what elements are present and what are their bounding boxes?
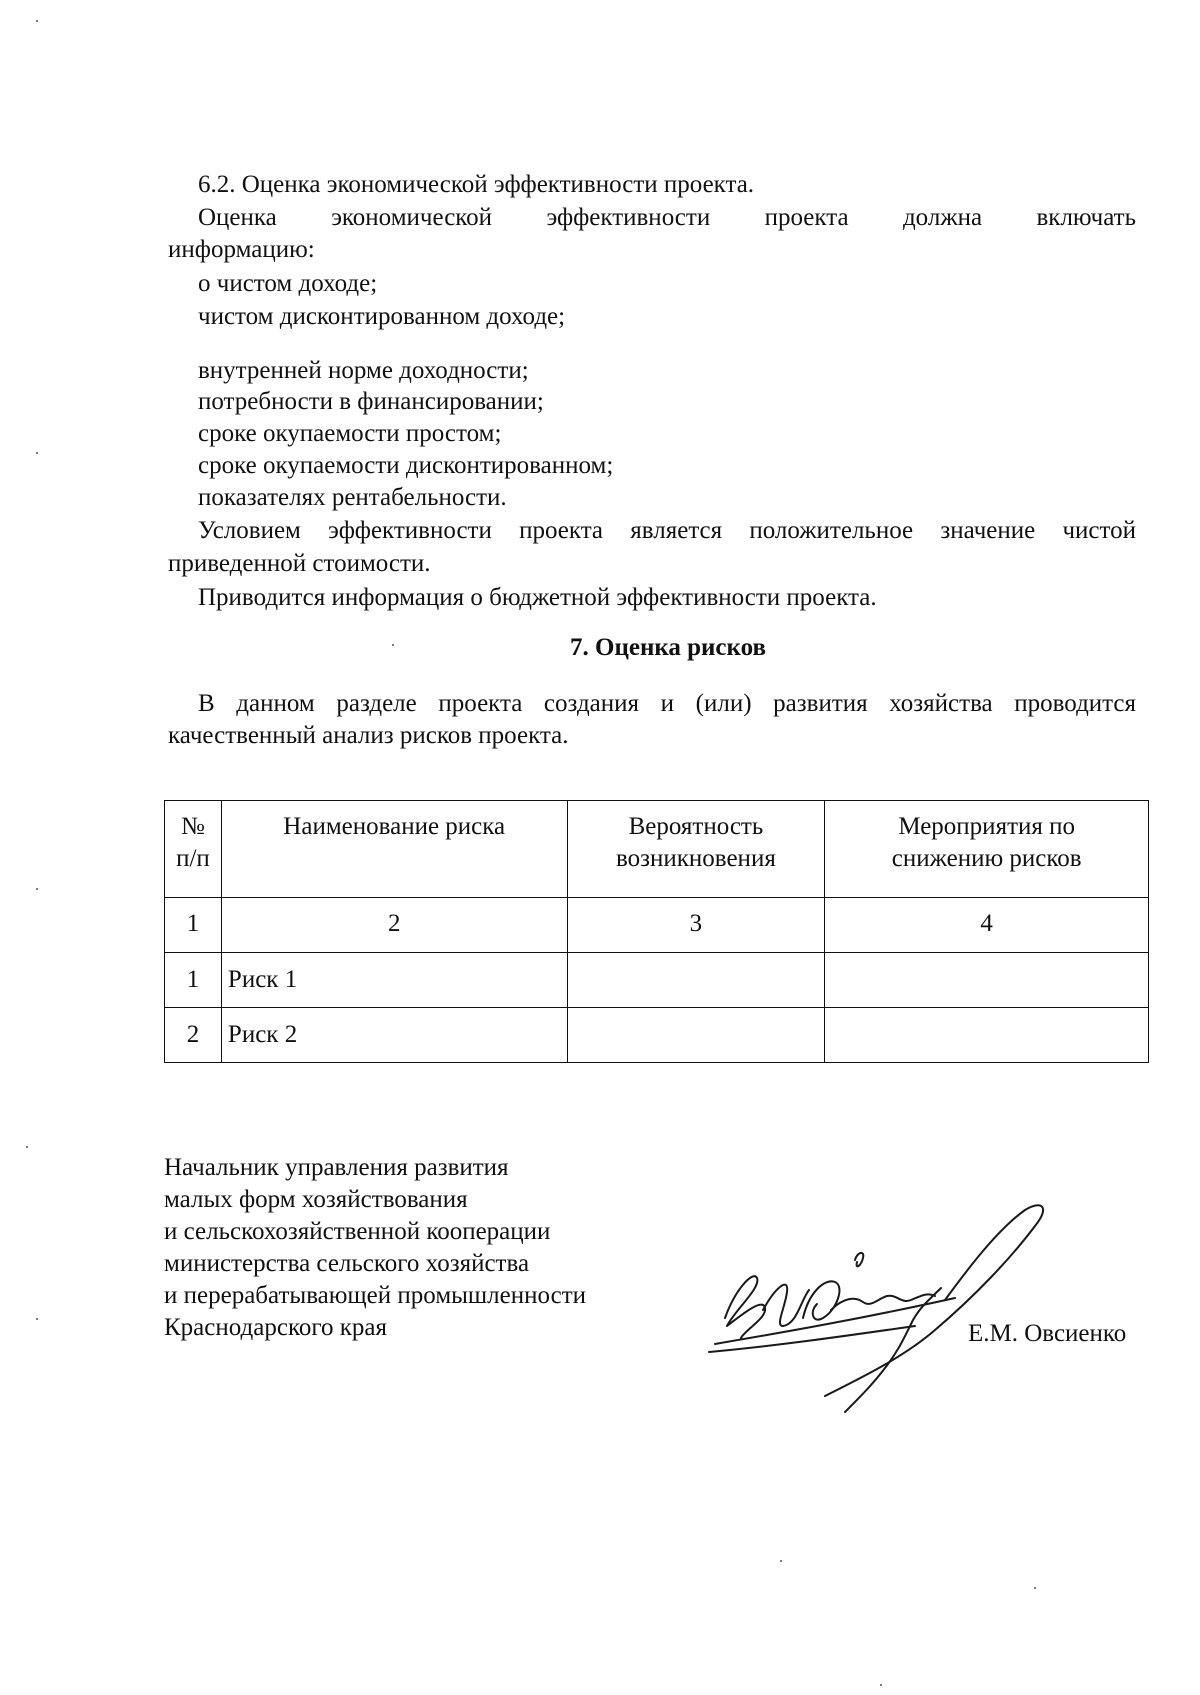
- list-item: показателях рентабельности.: [198, 484, 507, 511]
- signature-title-line: Начальник управления развития: [164, 1154, 509, 1181]
- table-row: [165, 953, 1149, 1008]
- risk-measures: [825, 953, 1149, 1008]
- handwritten-signature: [705, 1200, 1065, 1420]
- risk-probability: [567, 1008, 825, 1063]
- header-risk-name: [221, 801, 567, 898]
- section-6-2-title: 6.2. Оценка экономической эффективности проекта.: [198, 171, 755, 198]
- header-risk-name-text: Наименование риска: [283, 813, 506, 840]
- scan-speck: [780, 1560, 782, 1562]
- column-number: 4: [825, 898, 1149, 953]
- scan-speck: [1034, 1587, 1036, 1589]
- header-number: [165, 801, 222, 898]
- column-number-row: [165, 898, 1149, 953]
- column-number: 1: [165, 898, 222, 953]
- table-row: [165, 1008, 1149, 1063]
- header-probability-line1: Вероятность: [628, 813, 764, 840]
- scan-speck: [392, 644, 394, 646]
- signature-title-line: и перерабатывающей промышленности: [164, 1282, 587, 1309]
- header-number-abbr: п/п: [176, 845, 210, 872]
- risk-name: Риск 1: [221, 953, 567, 1008]
- header-measures-line2: снижению рисков: [891, 845, 1082, 872]
- section-6-2-intro-continued: информацию:: [168, 236, 315, 263]
- list-item: о чистом доходе;: [198, 270, 378, 297]
- section-7-paragraph-continued: качественный анализ рисков проекта.: [168, 722, 569, 749]
- condition-paragraph-continued: приведенной стоимости.: [168, 550, 431, 577]
- table-header-row: [165, 801, 1149, 898]
- list-item: внутренней норме доходности;: [198, 357, 529, 384]
- section-7-heading: 7. Оценка рисков: [570, 634, 766, 661]
- signature-title-line: малых форм хозяйствования: [164, 1186, 468, 1213]
- section-7-paragraph: В данном разделе проекта создания и (или) развития хозяйства проводится: [198, 690, 1136, 717]
- signature-title-block: [164, 1152, 586, 1344]
- scan-speck: [36, 20, 38, 22]
- row-number: 1: [165, 953, 222, 1008]
- list-item: сроке окупаемости простом;: [198, 420, 502, 447]
- row-number: 2: [165, 1008, 222, 1063]
- list-item: потребности в финансировании;: [198, 388, 544, 415]
- signature-title-line: Краснодарского края: [164, 1314, 387, 1341]
- header-number-symbol: №: [181, 813, 205, 840]
- signature-title-line: министерства сельского хозяйства: [164, 1250, 530, 1277]
- scan-speck: [880, 1684, 882, 1686]
- scan-speck: [36, 888, 38, 890]
- header-probability-line2: возникновения: [616, 845, 776, 872]
- risk-measures: [825, 1008, 1149, 1063]
- risk-name: Риск 2: [221, 1008, 567, 1063]
- column-number: 2: [221, 898, 567, 953]
- scan-speck: [36, 452, 38, 454]
- condition-paragraph: Условием эффективности проекта является положительное значение чистой: [198, 517, 1136, 544]
- signature-title-line: и сельскохозяйственной кооперации: [164, 1218, 551, 1245]
- scan-speck: [36, 1318, 38, 1320]
- section-6-2-intro: Оценка экономической эффективности проекта должна включать: [198, 204, 1136, 231]
- list-item: чистом дисконтированном доходе;: [198, 303, 566, 330]
- budget-paragraph: Приводится информация о бюджетной эффективности проекта.: [198, 584, 877, 611]
- list-item: сроке окупаемости дисконтированном;: [198, 452, 614, 479]
- scan-speck: [26, 1146, 28, 1148]
- risk-probability: [567, 953, 825, 1008]
- header-probability: [567, 801, 825, 898]
- header-measures: [825, 801, 1149, 898]
- header-measures-line1: Мероприятия по: [898, 813, 1075, 840]
- risk-table: [164, 800, 1149, 1063]
- signatory-name: Е.М. Овсиенко: [968, 1320, 1127, 1347]
- column-number: 3: [567, 898, 825, 953]
